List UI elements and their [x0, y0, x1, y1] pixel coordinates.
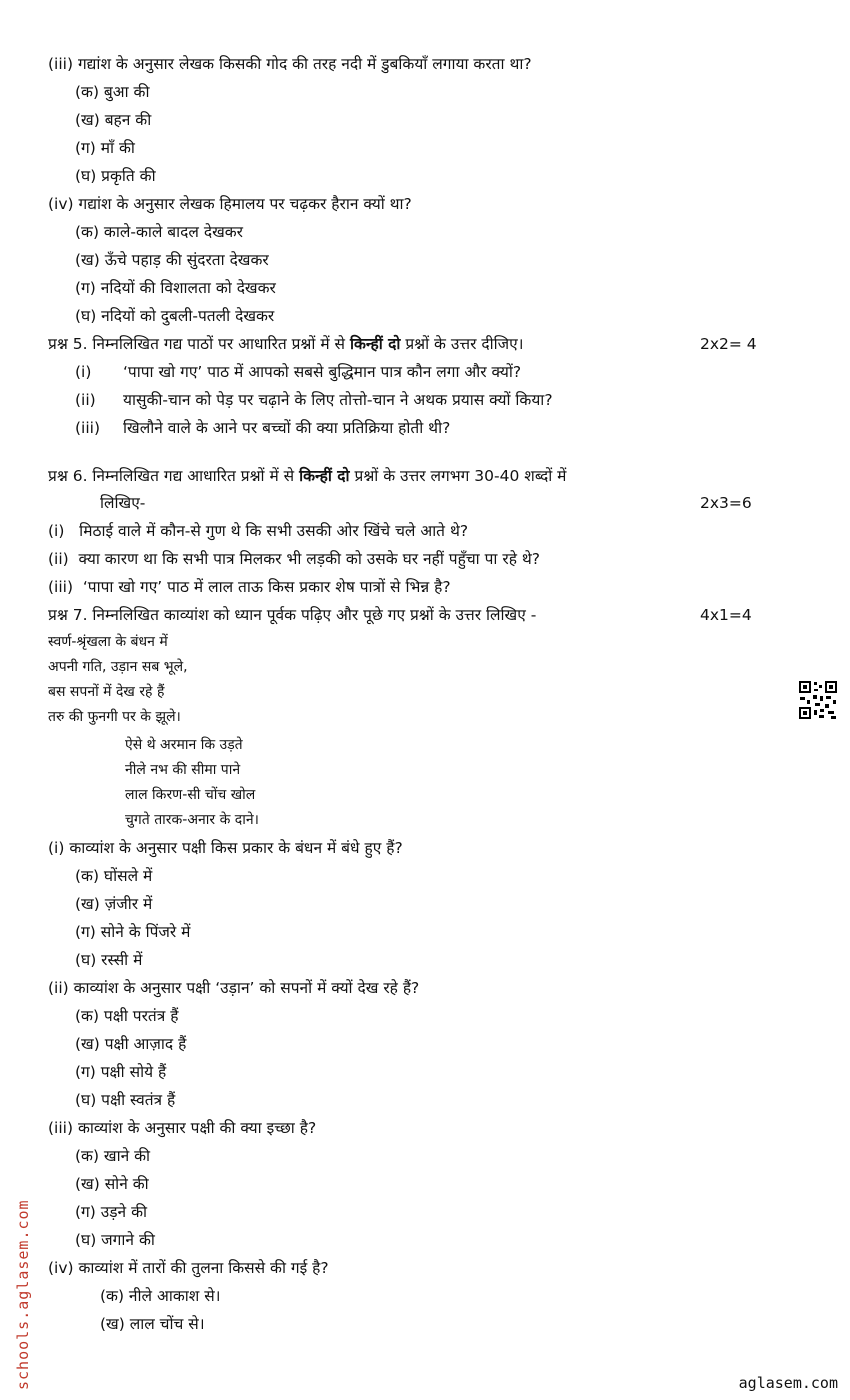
- option: (ख) पक्षी आज़ाद हैं: [75, 1035, 187, 1053]
- q6-suffix: प्रश्नों के उत्तर लगभग 30-40 शब्दों में: [354, 467, 567, 485]
- option: (क) नीले आकाश से।: [100, 1287, 221, 1305]
- question-7-heading: प्रश्न 7. निम्नलिखित काव्यांश को ध्यान पूर्वक पढ़िए और पूछे गए प्रश्नों के उत्तर लिखिए -: [48, 606, 537, 624]
- q6-emphasis: किन्हीं दो: [299, 467, 350, 485]
- q5-item: [75, 390, 553, 410]
- option: (ग) सोने के पिंजरे में: [75, 923, 191, 941]
- q5-item: [75, 362, 521, 382]
- q5-suffix: प्रश्नों के उत्तर दीजिए।: [405, 335, 524, 353]
- option: (ग) उड़ने की: [75, 1203, 147, 1221]
- item-text: ‘पापा खो गए’ पाठ में आपको सबसे बुद्धिमान पात्र कौन लगा और क्यों?: [123, 363, 522, 381]
- poem-line: बस सपनों में देख रहे हैं: [48, 684, 165, 700]
- poem-line: अपनी गति, उड़ान सब भूले,: [48, 659, 188, 675]
- option: (घ) प्रकृति की: [75, 167, 156, 185]
- poem-line: स्वर्ण-श्रृंखला के बंधन में: [48, 634, 168, 650]
- option: (क) घोंसले में: [75, 867, 153, 885]
- question-stem: (iv) काव्यांश में तारों की तुलना किससे की गई है?: [48, 1259, 329, 1277]
- q6-item: (iii) ‘पापा खो गए’ पाठ में लाल ताऊ किस प्रकार शेष पात्रों से भिन्न है?: [48, 578, 451, 596]
- q6-marks: 2x3=6: [700, 494, 752, 512]
- poem-line: ऐसे थे अरमान कि उड़ते: [125, 737, 243, 753]
- option: (ख) लाल चोंच से।: [100, 1315, 205, 1333]
- question-stem: (ii) काव्यांश के अनुसार पक्षी ‘उड़ान’ को सपनों में क्यों देख रहे हैं?: [48, 979, 420, 997]
- qr-code-icon: [798, 680, 838, 720]
- q6-item: (ii) क्या कारण था कि सभी पात्र मिलकर भी लड़की को उसके घर नहीं पहुँचा पा रहे थे?: [48, 550, 540, 568]
- option: (क) काले-काले बादल देखकर: [75, 223, 243, 241]
- option: (ख) ऊँचे पहाड़ की सुंदरता देखकर: [75, 251, 269, 269]
- option: (ख) सोने की: [75, 1175, 149, 1193]
- q7-marks: 4x1=4: [700, 606, 752, 624]
- option: (क) बुआ की: [75, 83, 150, 101]
- option: (घ) पक्षी स्वतंत्र हैं: [75, 1091, 176, 1109]
- question-5-heading: [48, 334, 524, 354]
- q5-prefix: प्रश्न 5. निम्नलिखित गद्य पाठों पर आधारित प्रश्नों में से: [48, 335, 345, 353]
- option: (ग) माँ की: [75, 139, 135, 157]
- q6-prefix: प्रश्न 6. निम्नलिखित गद्य आधारित प्रश्नों में से: [48, 467, 295, 485]
- item-text: यासुकी-चान को पेड़ पर चढ़ाने के लिए तोत्तो-चान ने अथक प्रयास क्यों किया?: [123, 391, 553, 409]
- option: (घ) रस्सी में: [75, 951, 143, 969]
- item-text: खिलौने वाले के आने पर बच्चों की क्या प्रतिक्रिया होती थी?: [123, 419, 451, 437]
- poem-line: तरु की फुनगी पर के झूले।: [48, 709, 181, 725]
- question-stem: (iii) गद्यांश के अनुसार लेखक किसकी गोद की तरह नदी में डुबकियाँ लगाया करता था?: [48, 55, 532, 73]
- option: (घ) जगाने की: [75, 1231, 155, 1249]
- option: (क) पक्षी परतंत्र हैं: [75, 1007, 179, 1025]
- q6-heading-continued: लिखिए-: [100, 494, 146, 512]
- option: (ग) पक्षी सोये हैं: [75, 1063, 167, 1081]
- q5-marks: 2x2= 4: [700, 335, 757, 353]
- question-stem: (iii) काव्यांश के अनुसार पक्षी की क्या इच्छा है?: [48, 1119, 317, 1137]
- footer-watermark: aglasem.com: [738, 1374, 838, 1392]
- side-watermark: schools.aglasem.com: [14, 1199, 32, 1390]
- option: (घ) नदियों को दुबली-पतली देखकर: [75, 307, 275, 325]
- option: (ख) बहन की: [75, 111, 152, 129]
- option: (ग) नदियों की विशालता को देखकर: [75, 279, 276, 297]
- item-number: (ii): [75, 391, 96, 409]
- question-stem: (i) काव्यांश के अनुसार पक्षी किस प्रकार के बंधन में बंधे हुए हैं?: [48, 839, 403, 857]
- option: (क) खाने की: [75, 1147, 151, 1165]
- poem-line: लाल किरण-सी चोंच खोल: [125, 787, 256, 803]
- q6-item: (i) मिठाई वाले में कौन-से गुण थे कि सभी उसकी ओर खिंचे चले आते थे?: [48, 522, 469, 540]
- item-number: (iii): [75, 419, 101, 437]
- item-number: (i): [75, 363, 92, 381]
- question-6-heading: [48, 466, 566, 486]
- poem-line: चुगते तारक-अनार के दाने।: [125, 812, 259, 828]
- poem-line: नीले नभ की सीमा पाने: [125, 762, 241, 778]
- option: (ख) ज़ंजीर में: [75, 895, 153, 913]
- q5-item: [75, 418, 450, 438]
- question-stem: (iv) गद्यांश के अनुसार लेखक हिमालय पर चढ़कर हैरान क्यों था?: [48, 195, 412, 213]
- q5-emphasis: किन्हीं दो: [349, 335, 401, 353]
